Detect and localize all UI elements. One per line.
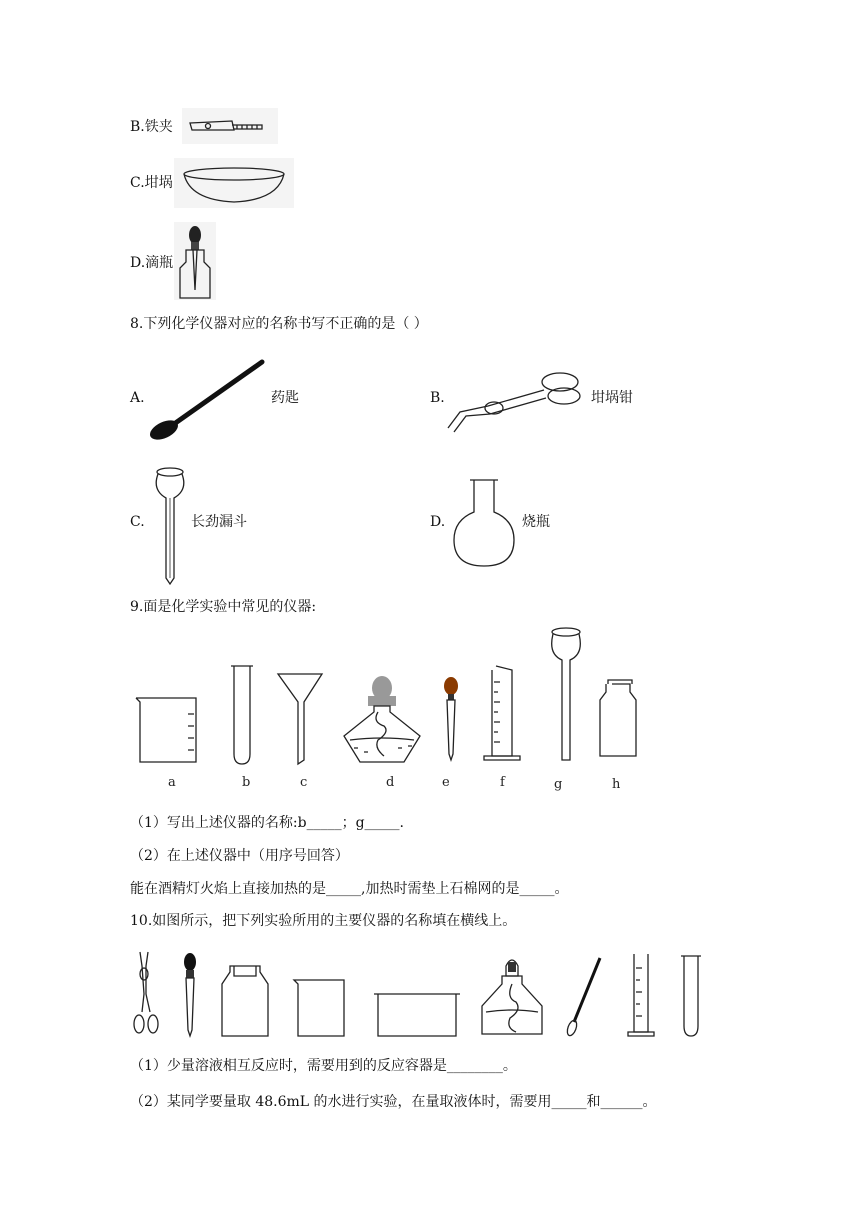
measuring-cylinder-icon: [628, 954, 654, 1036]
trough-icon: [374, 994, 460, 1036]
iron-clamp-icon: [182, 108, 278, 144]
crucible-tongs-icon: [444, 368, 584, 438]
crucible-tongs-vertical-icon: [134, 952, 158, 1033]
label-d: d: [386, 775, 395, 790]
q9-sub2-line: 能在酒精灯火焰上直接加热的是_____,加热时需垫上石棉网的是_____。: [130, 881, 569, 897]
label-c: c: [300, 775, 308, 790]
q8-option-a-name: 药匙: [271, 390, 299, 406]
q8-option-c-letter: C.: [130, 514, 145, 530]
q8-option-d-name: 烧瓶: [522, 514, 550, 530]
label-e: e: [442, 775, 450, 790]
q7-option-d: D.滴瓶: [130, 255, 174, 271]
label-a: a: [168, 775, 176, 790]
test-tube-small-icon: [681, 956, 701, 1036]
funnel-icon: [278, 674, 322, 764]
q8-option-a-letter: A.: [130, 390, 145, 406]
wide-mouth-bottle-icon: [222, 966, 268, 1036]
q9-instrument-row: [128, 626, 648, 796]
test-tube-icon: [231, 666, 253, 764]
long-neck-funnel-icon: [154, 466, 186, 586]
medicine-spoon-small-icon: [566, 958, 600, 1037]
q8-option-b-letter: B.: [430, 390, 445, 406]
q10-instrument-row: [130, 948, 710, 1040]
label-f: f: [500, 775, 505, 790]
round-flask-icon: [452, 478, 516, 568]
graduated-cylinder-icon: [484, 666, 520, 760]
q7-option-b: B.铁夹: [130, 119, 173, 135]
q7-option-c: C.坩埚: [130, 175, 173, 191]
q8-stem: 8.下列化学仪器对应的名称书写不正确的是（ ）: [130, 316, 428, 332]
q9-stem: 9.面是化学实验中常见的仪器:: [130, 599, 317, 615]
q9-sub1: （1）写出上述仪器的名称:b_____；g_____.: [130, 815, 404, 831]
beaker-icon: [136, 698, 196, 762]
dropper-icon: [444, 677, 458, 760]
q10-stem: 10.如图所示，把下列实验所用的主要仪器的名称填在横线上。: [130, 913, 517, 929]
q9-sub2: （2）在上述仪器中（用序号回答）: [130, 848, 349, 864]
label-b: b: [242, 775, 251, 790]
label-g: g: [554, 777, 563, 792]
medicine-spoon-icon: [146, 358, 266, 442]
alcohol-lamp-icon: [344, 676, 420, 762]
alcohol-lamp-small-icon: [482, 960, 542, 1034]
q8-option-c-name: 长劲漏斗: [191, 514, 247, 530]
q10-sub2: （2）某同学要量取 48.6mL 的水进行实验，在量取液体时，需要用_____和______。: [130, 1094, 657, 1110]
dropper-bottle-icon: [174, 222, 216, 300]
q10-sub1: （1）少量溶液相互反应时，需要用到的反应容器是________。: [130, 1058, 517, 1074]
long-funnel-icon: [552, 628, 581, 760]
label-h: h: [612, 777, 621, 792]
rubber-dropper-icon: [184, 953, 196, 1036]
crucible-dish-icon: [174, 158, 294, 208]
q8-option-b-name: 坩埚钳: [591, 390, 633, 406]
beaker-small-icon: [294, 980, 344, 1036]
reagent-bottle-icon: [600, 680, 636, 756]
q8-option-d-letter: D.: [430, 514, 446, 530]
